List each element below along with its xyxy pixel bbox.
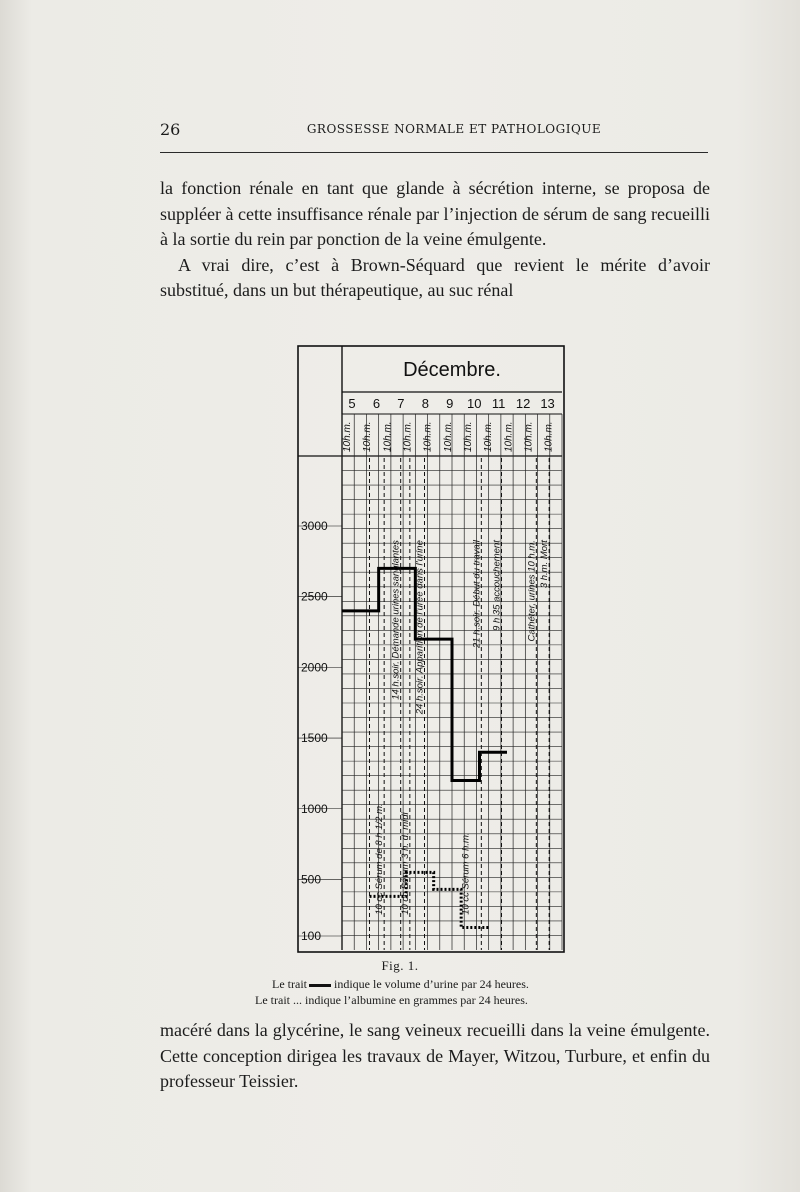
time-label: 10h.m. [402, 421, 414, 452]
time-label: 10h.m. [503, 421, 515, 452]
figure-legend-line-2: Le trait ... indique l’albumine en grammes par 24 heures. [255, 993, 528, 1007]
time-label: 10h.m. [362, 421, 374, 452]
day-label: 8 [421, 396, 429, 411]
chart-annotation: Cathéter, urines 10 h.m. [526, 540, 538, 642]
time-label: 10h.m. [442, 421, 454, 452]
paragraph-3: macéré dans la glycérine, le sang veineux recueilli dans la veine émulgente. Cette conception dirigea les travaux de Mayer, Witzou, Turbure, et enfin du professeur Teissier. [160, 1020, 710, 1091]
urine-volume-chart [296, 344, 566, 954]
paragraph-1: la fonction rénale en tant que glande à sécrétion interne, se proposa de suppléer à cette insuffisance rénale par l’injection de sérum de sang recueilli à la sortie du rein par ponction de la veine émulgente. [160, 178, 710, 249]
text-block-bottom [160, 1018, 710, 1095]
day-label: 10 [466, 396, 482, 411]
chart-annotation: 10 cc Sérum 3 h. d. midi [399, 812, 411, 915]
time-label: 10h.m. [342, 421, 353, 452]
y-tick-label: 2000 [301, 660, 328, 675]
day-label: 13 [540, 396, 555, 411]
time-label: 10h.m. [463, 421, 474, 452]
text-block-top [160, 176, 710, 304]
time-label: 10h.m. [543, 421, 555, 452]
figure-caption: Fig. 1. [381, 958, 419, 973]
figure-legend-line-1 [272, 977, 529, 992]
chart-annotation: 10 cc Sérum 6 h.m. [460, 832, 472, 915]
day-label: 9 [446, 396, 454, 411]
chart-annotation: 21 h.soir. Début du travail [471, 540, 483, 649]
chart-annotation: 24 h.soir. Apparition de l’urée dans l’urine [414, 540, 426, 715]
page-header [160, 120, 708, 142]
time-label: 10h.m. [422, 421, 434, 452]
day-label: 6 [372, 396, 381, 411]
header-rule [160, 152, 708, 153]
y-tick-label: 1000 [301, 801, 328, 816]
y-tick-label: 500 [301, 872, 322, 887]
chart-annotation: 3 h.m. Mort [539, 540, 551, 589]
chart-annotation: 9 h 35 accouchement [491, 540, 503, 631]
time-label: 10h.m. [483, 421, 495, 452]
legend-line-1-prefix: Le trait [272, 977, 307, 991]
day-label: 7 [397, 396, 405, 411]
chart-annotation: 10 cc Sérum de 8 h 1/2 m. [374, 803, 386, 915]
legend-line-1-text: indique le volume d’urine par 24 heures. [333, 977, 529, 991]
figure-chart [296, 344, 566, 954]
day-label: 5 [348, 396, 356, 411]
running-title: GROSSESSE NORMALE ET PATHOLOGIQUE [306, 122, 602, 136]
chart-annotation: 14 h.soir. Démande urines sanglantes [390, 540, 402, 700]
time-label: 10h.m. [523, 421, 535, 452]
y-tick-label: 100 [301, 929, 322, 943]
day-label: 11 [491, 396, 506, 411]
chart-title: Décembre. [403, 359, 501, 381]
page-number: 26 [160, 120, 181, 139]
solid-line-swatch [309, 984, 331, 987]
y-tick-label: 2500 [301, 589, 328, 604]
y-tick-label: 3000 [301, 519, 328, 533]
day-label: 12 [515, 396, 531, 411]
time-label: 10h.m. [382, 421, 394, 452]
y-tick-label: 1500 [301, 731, 328, 746]
paragraph-2: A vrai dire, c’est à Brown-Séquard que revient le mérite d’avoir substitué, dans un but thérapeutique, au suc rénal [160, 254, 710, 300]
